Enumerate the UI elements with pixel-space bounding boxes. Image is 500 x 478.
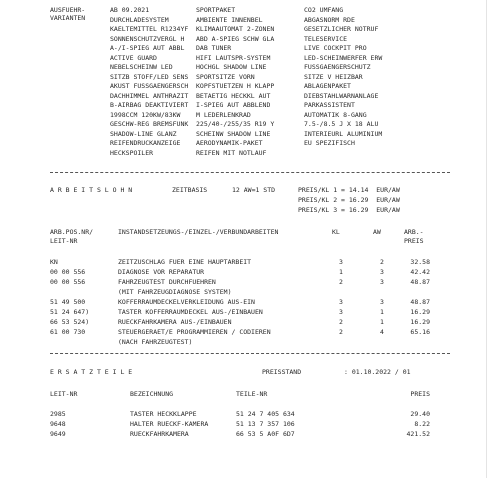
- labor-row-preis: 42.42: [410, 268, 430, 276]
- preisstand-value: : 01.10.2022 / 01: [344, 368, 411, 376]
- variant-item: EU SPEZIFISCH: [304, 139, 355, 147]
- labor-row-kl: 2: [339, 318, 343, 326]
- labor-title: A R B E I T S L O H N: [50, 186, 133, 194]
- variant-item: SCHEINW SHADOW LINE: [196, 129, 271, 138]
- variant-item: DACHHIMMEL ANTHRAZIT: [110, 91, 189, 100]
- labor-row-aw: 2: [380, 258, 384, 266]
- variant-item: DIEBSTAHLWARNANLAGE: [304, 91, 379, 100]
- labor-row-preis: 65.16: [410, 328, 430, 336]
- variant-item: AKUST FUSSGAENGERSCH: [110, 82, 189, 90]
- variant-item: DAB TUNER: [196, 44, 232, 52]
- labor-row-desc: (MIT FAHRZEUGDIAGNOSE SYSTEM): [118, 288, 232, 296]
- parts-row-bezeichnung: RUECKFAHRKAMERA: [130, 430, 189, 438]
- variant-item: A-/I-SPIEG AUT ABBL: [110, 44, 185, 52]
- labor-row-kl: 3: [339, 258, 343, 266]
- labor-row-desc: (NACH FAHRZEUGTEST): [118, 338, 193, 346]
- variant-item: KAELTEMITTEL R1234YF: [110, 25, 189, 33]
- parts-row-preis: 8.22: [414, 420, 430, 428]
- parts-header-preis: PREIS: [410, 390, 430, 398]
- labor-row-desc: KOFFERRAUMDECKELVERKLEIDUNG AUS-EIN: [118, 298, 255, 306]
- labor-row-kl: 2: [339, 328, 343, 336]
- labor-row-desc: DIAGNOSE VOR REPARATUR: [118, 268, 205, 276]
- variant-item: ABLAGENPAKET: [304, 82, 351, 90]
- variant-item: SITZE V HEIZBAR: [304, 72, 363, 81]
- header-description: INSTANDSETZEUNGS-/EINZEL-/VERBUNDARBEITEN: [118, 228, 279, 236]
- parts-row-bezeichnung: HALTER RUECKF-KAMERA: [130, 420, 209, 428]
- labor-row-desc: TASTER KOFFERRAUMDECKEL AUS-/EINBAUEN: [118, 308, 263, 316]
- price-class-1: PREIS/KL 1 = 14.14 EUR/AW: [298, 186, 400, 194]
- labor-row-aw: 4: [380, 328, 384, 336]
- variant-item: TELESERVICE: [304, 34, 348, 43]
- variant-item: ABD A-SPIEG SCHW GLA: [196, 34, 275, 43]
- aw-definition: 12 AW=1 STD: [232, 186, 276, 194]
- variant-item: SPORTPAKET: [196, 6, 236, 14]
- variant-item: DURCHLADESYSTEM: [110, 15, 169, 24]
- parts-row-preis: 29.40: [410, 410, 430, 418]
- variant-item: KLIMAAUTOMAT 2-ZONEN: [196, 25, 275, 33]
- page-edge-line: [486, 0, 487, 478]
- variant-item: GESCHW-REG BREMSFUNK: [110, 120, 189, 128]
- labor-row-aw: 3: [380, 268, 384, 276]
- variant-item: LIVE COCKPIT PRO: [304, 44, 367, 52]
- parts-title: E R S A T Z T E I L E: [50, 368, 133, 376]
- variant-item: I-SPIEG AUT ABBLEND: [196, 101, 271, 109]
- header-pos-2: LEIT-NR: [50, 237, 78, 245]
- labor-row-kl: 3: [339, 298, 343, 306]
- parts-header-teile-nr: TEILE-NR: [236, 390, 268, 398]
- variant-item: CO2 UMFANG: [304, 6, 344, 14]
- labor-row-kl: 1: [339, 268, 343, 276]
- labor-row-desc: RUECKFAHRKAMERA AUS-/EINBAUEN: [118, 318, 232, 326]
- variant-item: LED-SCHEINWERFER ERW: [304, 53, 383, 62]
- variant-item: B-AIRBAG DEAKTIVIERT: [110, 101, 189, 109]
- labor-row-desc: FAHRZEUGTEST DURCHFUEHREN: [118, 278, 216, 286]
- labor-row-pos: 61 00 730: [50, 328, 86, 336]
- parts-row-leit: 9648: [50, 420, 66, 428]
- price-class-2: PREIS/KL 2 = 16.29 EUR/AW: [298, 196, 400, 204]
- price-class-3: PREIS/KL 3 = 16.29 EUR/AW: [298, 206, 400, 214]
- parts-row-leit: 9649: [50, 430, 66, 438]
- parts-row-teile-nr: 51 13 7 357 106: [236, 420, 295, 428]
- header-preis-1: ARB.-: [404, 228, 424, 236]
- header-preis-2: PREIS: [404, 237, 424, 245]
- labor-row-kl: 3: [339, 308, 343, 316]
- header-aw: AW: [373, 228, 381, 236]
- labor-row-preis: 16.29: [410, 318, 430, 326]
- variant-item: AERODYNAMIK-PAKET: [196, 139, 263, 147]
- variant-item: ACTIVE GUARD: [110, 53, 157, 62]
- labor-row-desc: ZEITZUSCHLAG FUER EINE HAUPTARBEIT: [118, 258, 252, 266]
- variant-item: FUSSGAENGERSCHUTZ: [304, 63, 371, 71]
- labor-row-kl: 2: [339, 278, 343, 286]
- variant-item: NEBELSCHEINW LED: [110, 63, 173, 71]
- zeitbasis-label: ZEITBASIS: [172, 186, 208, 194]
- variant-item: BETAETIG HECKKL AUT: [196, 91, 271, 100]
- parts-row-preis: 421.52: [406, 430, 430, 438]
- variant-item: SPORTSITZE VORN: [196, 72, 255, 81]
- separator-2: [50, 353, 450, 354]
- labor-row-pos: 00 00 556: [50, 278, 86, 286]
- header-pos-1: ARB.POS.NR/: [50, 228, 94, 236]
- variant-item: 7.5-/8.5 J X 18 ALU: [304, 120, 379, 128]
- variant-item: AUTOMATIK 8-GANG: [304, 110, 367, 119]
- variant-item: REIFEN MIT NOTLAUF: [196, 148, 267, 157]
- labor-row-preis: 16.29: [410, 308, 430, 316]
- parts-row-teile-nr: 66 53 5 A0F 6D7: [236, 430, 295, 438]
- labor-row-preis: 48.87: [410, 278, 430, 286]
- variant-item: REIFENDRUCKANZEIGE: [110, 139, 181, 147]
- variant-item: ABGASNORM RDE: [304, 15, 355, 24]
- variant-item: M LEDERLENKRAD: [196, 110, 251, 119]
- variant-item: SHADOW-LINE GLANZ: [110, 129, 177, 138]
- labor-row-pos: 51 49 500: [50, 298, 86, 306]
- preisstand-label: PREISSTAND: [262, 368, 302, 376]
- variant-item: HECKSPOILER: [110, 148, 154, 157]
- variant-item: SITZB STOFF/LED SENS: [110, 72, 189, 81]
- labor-row-preis: 48.87: [410, 298, 430, 306]
- parts-row-teile-nr: 51 24 7 405 634: [236, 410, 295, 418]
- variant-item: PARKASSISTENT: [304, 101, 355, 109]
- labor-row-preis: 32.58: [410, 258, 430, 266]
- variant-item: INTERIEURL ALUMINIUM: [304, 129, 383, 138]
- variants-label-line2: VARIANTEN: [50, 14, 86, 22]
- labor-row-aw: 1: [380, 318, 384, 326]
- parts-header-bezeichnung: BEZEICHNUNG: [130, 390, 174, 398]
- parts-header-leit: LEIT-NR: [50, 390, 78, 398]
- variant-item: SONNENSCHUTZVERGL H: [110, 34, 185, 43]
- labor-row-aw: 3: [380, 298, 384, 306]
- header-kl: KL: [332, 228, 340, 236]
- labor-row-aw: 3: [380, 278, 384, 286]
- parts-row-leit: 2985: [50, 410, 66, 418]
- labor-row-pos: 66 53 524): [50, 318, 90, 326]
- variant-item: GESETZLICHER NOTRUF: [304, 25, 379, 33]
- variant-item: KOPFSTUETZEN H KLAPP: [196, 82, 275, 90]
- variant-item: HOCHGL SHADOW LINE: [196, 63, 267, 71]
- labor-row-aw: 1: [380, 308, 384, 316]
- variant-item: AB 09.2021: [110, 6, 150, 14]
- labor-row-pos: KN: [50, 258, 58, 266]
- variant-item: AMBIENTE INNENBEL: [196, 15, 263, 24]
- variant-item: 1998CCM 120KW/83KW: [110, 110, 181, 119]
- labor-row-pos: 51 24 647): [50, 308, 90, 316]
- labor-row-desc: STEUERGERAET/E PROGRAMMIEREN / CODIEREN: [118, 328, 271, 336]
- parts-row-bezeichnung: TASTER HECKKLAPPE: [130, 410, 197, 418]
- variants-label-line1: AUSFUEHR-: [50, 6, 86, 14]
- labor-row-pos: 00 00 556: [50, 268, 86, 276]
- variant-item: HIFI LAUTSPR-SYSTEM: [196, 53, 271, 62]
- variant-item: 225/40-/255/35 R19 Y: [196, 120, 275, 128]
- separator-1: [50, 172, 450, 173]
